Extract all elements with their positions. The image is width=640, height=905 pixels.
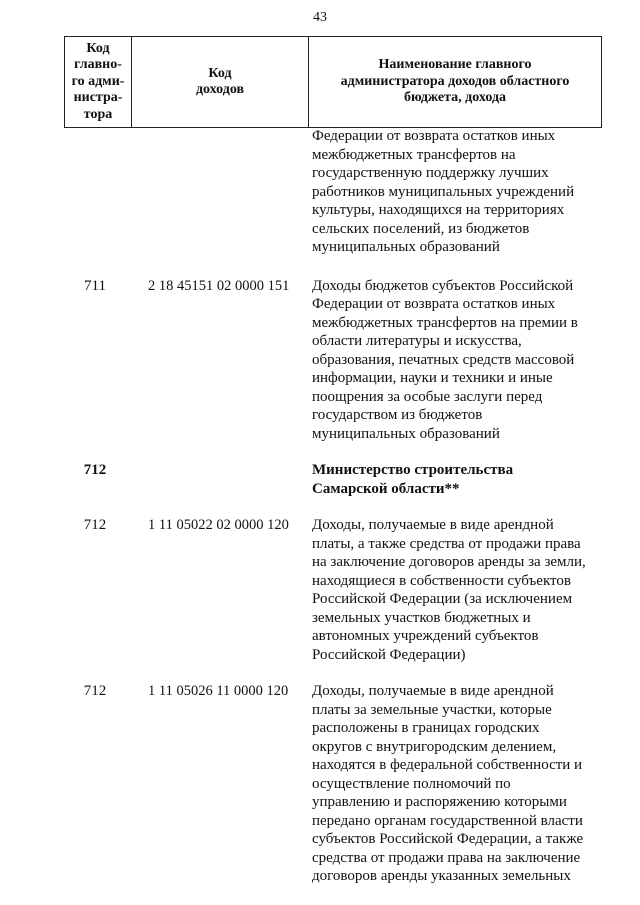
table-row — [64, 682, 602, 886]
header-line: тора — [83, 106, 113, 122]
name-line: осуществление полномочий по — [312, 775, 511, 792]
name-line: Российской Федерации) — [312, 646, 466, 663]
name-line: сельских поселений, из бюджетов — [312, 220, 530, 237]
admin-code-cell: 712 — [83, 462, 107, 478]
name-line: земельных участков бюджетных и — [312, 609, 531, 626]
name-cell — [308, 277, 602, 444]
admin-code-cell — [64, 127, 126, 257]
header-name — [309, 37, 602, 128]
page-number: 43 — [313, 10, 327, 25]
table-row — [64, 127, 602, 257]
income-code-cell: 1 11 05026 11 0000 120 — [148, 683, 289, 699]
header-admin-code — [65, 37, 132, 128]
header-line: доходов — [195, 82, 245, 97]
header-income-code — [132, 37, 309, 128]
name-cell — [308, 461, 602, 498]
name-line: государством из бюджетов — [312, 407, 483, 423]
admin-code-cell: 712 — [83, 517, 107, 533]
name-line: поощрения за особые заслуги перед — [312, 388, 543, 405]
name-line: муниципальных образований — [312, 239, 500, 255]
table-body — [64, 127, 602, 886]
header-line: Код — [86, 40, 110, 56]
name-line: расположены в границах городских — [312, 720, 540, 736]
income-code-cell: 1 11 05022 02 0000 120 — [148, 517, 289, 533]
name-line: договоров аренды указанных земельных — [312, 868, 571, 884]
name-line: средства от продажи права на заключение — [312, 849, 581, 866]
header-line: нистра- — [73, 90, 123, 106]
name-line: муниципальных образований — [312, 425, 500, 442]
name-line: автономных учреждений субъектов — [312, 628, 539, 644]
admin-code-cell: 712 — [83, 683, 107, 699]
name-line: Доходы бюджетов субъектов Российской — [312, 277, 574, 294]
name-line: округов с внутригородским делением, — [312, 738, 557, 755]
header-line: главно- — [74, 57, 122, 73]
name-line: государственную поддержку лучших — [312, 165, 549, 181]
admin-code-cell: 711 — [84, 277, 106, 294]
name-line: межбюджетных трансфертов на премии в — [312, 314, 578, 331]
name-line: находящиеся в собственности субъектов — [312, 572, 571, 589]
name-line: Доходы, получаемые в виде арендной — [312, 683, 554, 699]
name-line: субъектов Российской Федерации, а также — [312, 831, 584, 847]
name-line: информации, науки и техники и иные — [312, 370, 553, 386]
name-line: межбюджетных трансфертов на — [312, 146, 516, 163]
table-row — [64, 516, 602, 664]
header-line: Код — [208, 65, 232, 81]
name-line: образования, печатных средств массовой — [312, 351, 575, 368]
income-code-cell — [126, 461, 308, 498]
income-code-cell: 2 18 45151 02 0000 151 — [148, 277, 290, 294]
income-code-cell — [126, 127, 308, 257]
name-line: Российской Федерации (за исключением — [312, 591, 573, 607]
header-line: бюджета, дохода — [403, 90, 507, 106]
name-line: Федерации от возврата остатков иных — [312, 296, 556, 312]
name-line: передано органам государственной власти — [312, 812, 583, 829]
name-cell — [308, 516, 602, 664]
table-header — [64, 36, 602, 128]
table-row — [64, 277, 602, 444]
name-line: Министерство строительства — [312, 462, 514, 478]
header-line: администратора доходов областного — [340, 73, 570, 89]
name-cell — [308, 127, 602, 257]
name-line: управлению и распоряжению которыми — [312, 794, 567, 810]
name-line: культуры, находящихся на территориях — [312, 202, 565, 218]
name-line: платы за земельные участки, которые — [312, 701, 552, 718]
header-line: Наименование главного — [378, 57, 532, 73]
name-line: платы, а также средства от продажи права — [312, 535, 581, 552]
name-cell — [308, 682, 602, 886]
name-line: Самарской области** — [312, 480, 460, 497]
name-line: работников муниципальных учреждений — [312, 183, 575, 200]
name-line: области литературы и искусства, — [312, 333, 522, 349]
table-row — [64, 461, 602, 498]
name-line: Доходы, получаемые в виде арендной — [312, 517, 554, 533]
name-line: находятся в федеральной собственности и — [312, 757, 583, 773]
name-line: на заключение договоров аренды за земли, — [312, 554, 586, 570]
header-line: го адми- — [71, 73, 125, 89]
name-line: Федерации от возврата остатков иных — [312, 128, 556, 144]
